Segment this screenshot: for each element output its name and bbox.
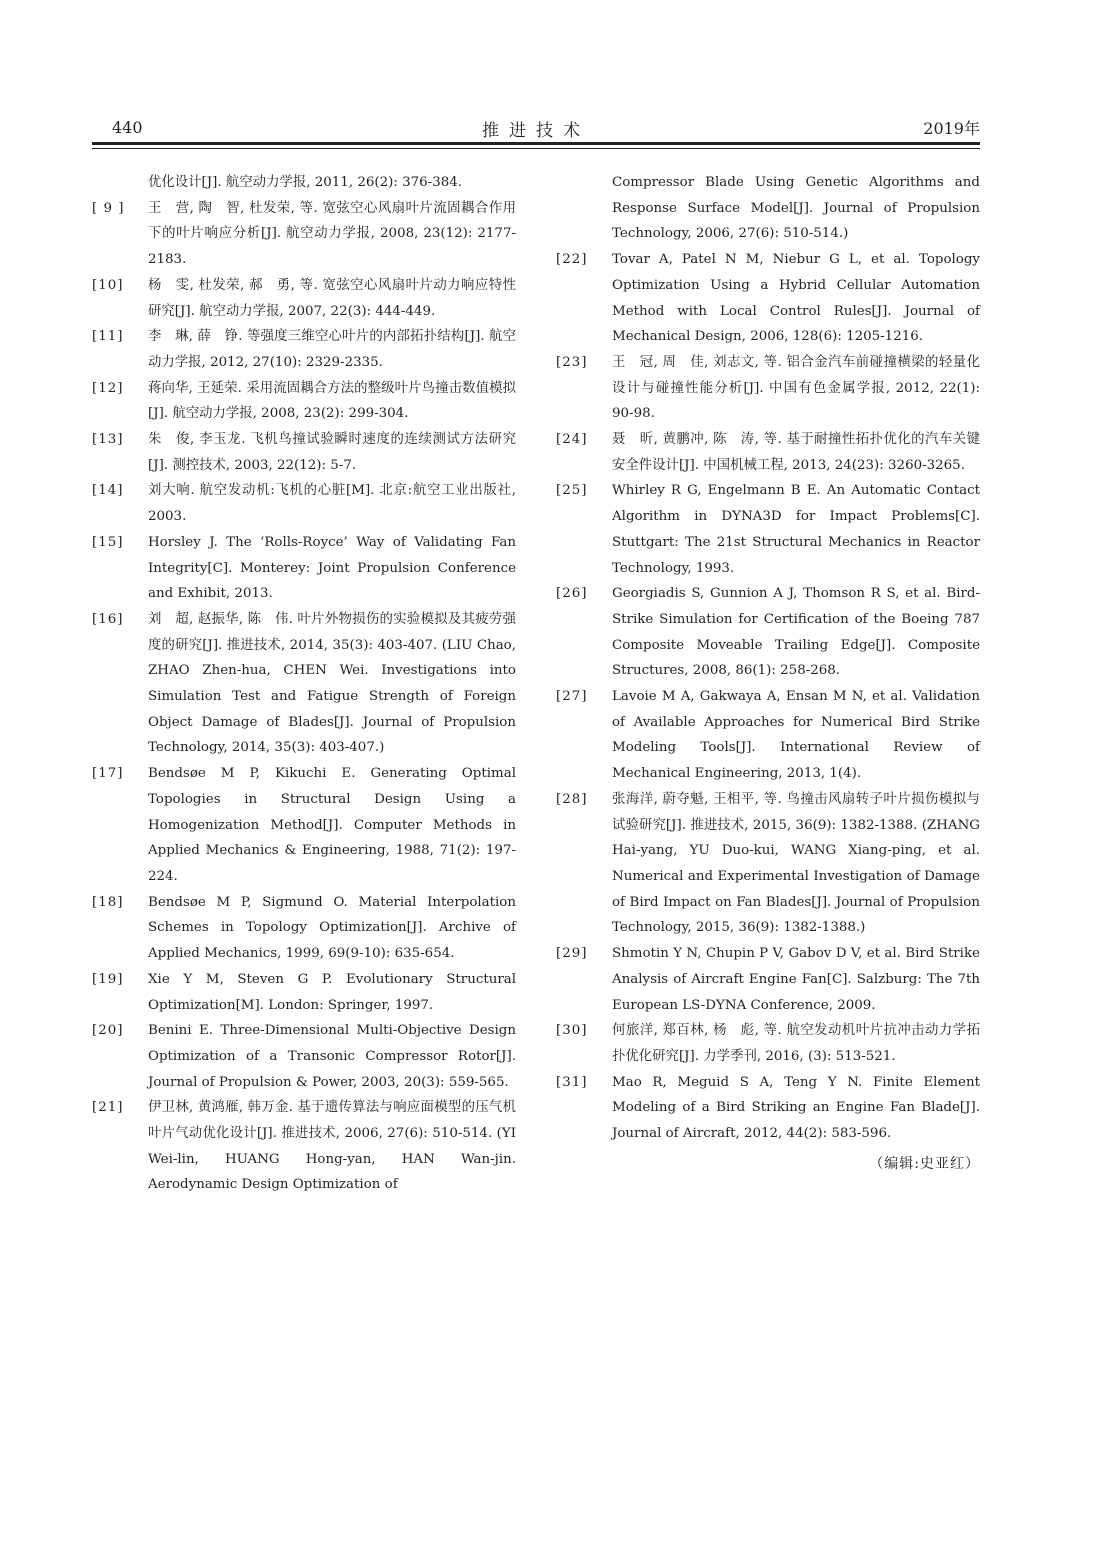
reference-text: Shmotin Y N, Chupin P V, Gabov D V, et al. Bird Strike Analysis of Aircraft Engine Fan[C]. Salzburg: The 7th European LS-DYNA Conference, 2009.	[612, 946, 980, 1013]
reference-number: [20]	[92, 1023, 124, 1039]
reference-number: [ 9 ]	[92, 200, 125, 216]
running-header	[92, 116, 980, 140]
reference-item	[556, 478, 980, 581]
reference-item	[556, 1070, 980, 1147]
reference-number: [29]	[556, 946, 588, 962]
reference-item	[92, 607, 516, 761]
page-number: 440	[112, 118, 143, 137]
reference-item	[556, 684, 980, 787]
reference-number: [12]	[92, 380, 124, 396]
reference-continuation: 优化设计[J]. 航空动力学报, 2011, 26(2): 376-384.	[148, 175, 463, 190]
reference-text: 刘 超, 赵振华, 陈 伟. 叶片外物损伤的实验模拟及其疲劳强度的研究[J]. 推进技术, 2014, 35(3): 403-407. (LIU Chao, ZHAO Zhen-hua, CHEN Wei. Investigations into Simulation Test and Fatigue Strength of Foreign Object Damage of Blades[J]. Journal of Propulsion Technology, 2014, 35(3): 403-407.)	[148, 611, 516, 756]
reference-text: Tovar A, Patel N M, Niebur G L, et al. Topology Optimization Using a Hybrid Cellular Automation Method with Local Control Rules[J]. Journal of Mechanical Design, 2006, 128(6): 1205-1216.	[612, 252, 980, 345]
reference-number: [17]	[92, 766, 124, 782]
reference-text: 朱 俊, 李玉龙. 飞机鸟撞试验瞬时速度的连续测试方法研究[J]. 测控技术, 2003, 22(12): 5-7.	[148, 432, 516, 473]
reference-text: Bendsøe M P, Sigmund O. Material Interpolation Schemes in Topology Optimization[J]. Archive of Applied Mechanics, 1999, 69(9-10): 635-654.	[148, 894, 516, 962]
reference-list-right	[556, 247, 980, 1147]
reference-item	[556, 1018, 980, 1069]
reference-number: [27]	[556, 689, 588, 705]
reference-text: 蒋向华, 王延荣. 采用流固耦合方法的整级叶片鸟撞击数值模拟[J]. 航空动力学报, 2008, 23(2): 299-304.	[148, 380, 516, 422]
reference-number: [26]	[556, 586, 588, 602]
reference-item	[556, 787, 980, 941]
reference-number: [30]	[556, 1023, 588, 1039]
reference-text: Xie Y M, Steven G P. Evolutionary Structural Optimization[M]. London: Springer, 1997.	[148, 971, 516, 1013]
reference-continuation: Compressor Blade Using Genetic Algorithms and Response Surface Model[J]. Journal of Propulsion Technology, 2006, 27(6): 510-514.)	[612, 175, 980, 242]
reference-item	[92, 530, 516, 607]
reference-item	[92, 1095, 516, 1198]
reference-number: [15]	[92, 534, 124, 550]
reference-number: [19]	[92, 971, 124, 987]
journal-title: 推进技术	[482, 121, 590, 141]
reference-text: 伊卫林, 黄鸿雁, 韩万金. 基于遗传算法与响应面模型的压气机叶片气动优化设计[J]. 推进技术, 2006, 27(6): 510-514. (YI Wei-lin, HUANG Hong-yan, HAN Wan-jin. Aerodynamic Design Optimization of	[148, 1100, 516, 1193]
reference-item	[556, 941, 980, 1018]
reference-item	[92, 376, 516, 427]
left-column	[92, 170, 516, 1198]
reference-number: [13]	[92, 432, 124, 448]
reference-item	[92, 1018, 516, 1095]
reference-number: [10]	[92, 277, 124, 293]
reference-number: [21]	[92, 1100, 124, 1116]
reference-list-left	[92, 196, 516, 1198]
reference-number: [28]	[556, 791, 588, 807]
reference-number: [14]	[92, 483, 124, 499]
reference-number: [22]	[556, 252, 588, 268]
reference-number: [11]	[92, 329, 124, 345]
reference-number: [24]	[556, 432, 588, 448]
reference-text: Bendsøe M P, Kikuchi E. Generating Optimal Topologies in Structural Design Using a Homogenization Method[J]. Computer Methods in Applied Mechanics & Engineering, 1988, 71(2): 197-224.	[148, 766, 516, 884]
reference-text: Benini E. Three-Dimensional Multi-Objective Design Optimization of a Transonic Compressor Rotor[J]. Journal of Propulsion & Power, 2003, 20(3): 559-565.	[148, 1023, 516, 1090]
reference-item	[92, 324, 516, 375]
issue-year: 2019年	[923, 119, 980, 138]
editor-note: （编辑:史亚红）	[869, 1155, 980, 1172]
reference-text: 杨 雯, 杜发荣, 郝 勇, 等. 宽弦空心风扇叶片动力响应特性研究[J]. 航空动力学报, 2007, 22(3): 444-449.	[148, 277, 516, 319]
reference-text: 张海洋, 蔚夺魁, 王相平, 等. 鸟撞击风扇转子叶片损伤模拟与试验研究[J]. 推进技术, 2015, 36(9): 1382-1388. (ZHANG Hai-yang, YU Duo-kui, WANG Xiang-ping, et al. Numerical and Experimental Investigation of Damage of Bird Impact on Fan Blades[J]. Journal of Propulsion Technology, 2015, 36(9): 1382-1388.)	[612, 791, 980, 936]
reference-item	[92, 761, 516, 890]
right-column	[556, 170, 980, 1177]
reference-item	[556, 427, 980, 478]
reference-item	[92, 890, 516, 967]
reference-number: [16]	[92, 611, 124, 627]
reference-text: Georgiadis S, Gunnion A J, Thomson R S, et al. Bird-Strike Simulation for Certification of the Boeing 787 Composite Moveable Trailing Edge[J]. Composite Structures, 2008, 86(1): 258-268.	[612, 586, 980, 679]
reference-text: 王 营, 陶 智, 杜发荣, 等. 宽弦空心风扇叶片流固耦合作用下的叶片响应分析[J]. 航空动力学报, 2008, 23(12): 2177-2183.	[148, 200, 516, 268]
reference-item	[556, 247, 980, 350]
header-rule-thick	[92, 142, 980, 145]
header-rule-thin	[92, 148, 980, 149]
reference-item	[92, 427, 516, 478]
reference-text: 聂 昕, 黄鹏冲, 陈 涛, 等. 基于耐撞性拓扑优化的汽车关键安全件设计[J]. 中国机械工程, 2013, 24(23): 3260-3265.	[612, 432, 980, 473]
reference-item	[92, 967, 516, 1018]
reference-item	[556, 581, 980, 684]
reference-text: 何旅洋, 郑百林, 杨 彪, 等. 航空发动机叶片抗冲击动力学拓扑优化研究[J]. 力学季刊, 2016, (3): 513-521.	[612, 1023, 980, 1064]
reference-number: [23]	[556, 354, 588, 370]
reference-text: Mao R, Meguid S A, Teng Y N. Finite Element Modeling of a Bird Striking an Engine Fan Blade[J]. Journal of Aircraft, 2012, 44(2): 583-596.	[612, 1074, 980, 1142]
reference-item	[92, 196, 516, 273]
reference-number: [25]	[556, 483, 588, 499]
reference-number: [31]	[556, 1074, 588, 1090]
reference-item	[92, 273, 516, 324]
reference-number: [18]	[92, 894, 124, 910]
reference-text: Whirley R G, Engelmann B E. An Automatic Contact Algorithm in DYNA3D for Impact Problems[C]. Stuttgart: The 21st Structural Mechanics in Reactor Technology, 1993.	[612, 483, 980, 576]
reference-text: 李 琳, 薛 铮. 等强度三维空心叶片的内部拓扑结构[J]. 航空动力学报, 2012, 27(10): 2329-2335.	[148, 329, 516, 370]
reference-item	[92, 478, 516, 529]
reference-text: 刘大响. 航空发动机:飞机的心脏[M]. 北京:航空工业出版社, 2003.	[148, 483, 516, 525]
reference-text: 王 冠, 周 佳, 刘志文, 等. 铝合金汽车前碰撞横梁的轻量化设计与碰撞性能分析[J]. 中国有色金属学报, 2012, 22(1): 90-98.	[612, 354, 980, 422]
reference-item	[556, 350, 980, 427]
reference-text: Lavoie M A, Gakwaya A, Ensan M N, et al. Validation of Available Approaches for Numerical Bird Strike Modeling Tools[J]. International Review of Mechanical Engineering, 2013, 1(4).	[612, 689, 980, 782]
reference-text: Horsley J. The ‘Rolls-Royce’ Way of Validating Fan Integrity[C]. Monterey: Joint Propulsion Conference and Exhibit, 2013.	[148, 534, 516, 602]
